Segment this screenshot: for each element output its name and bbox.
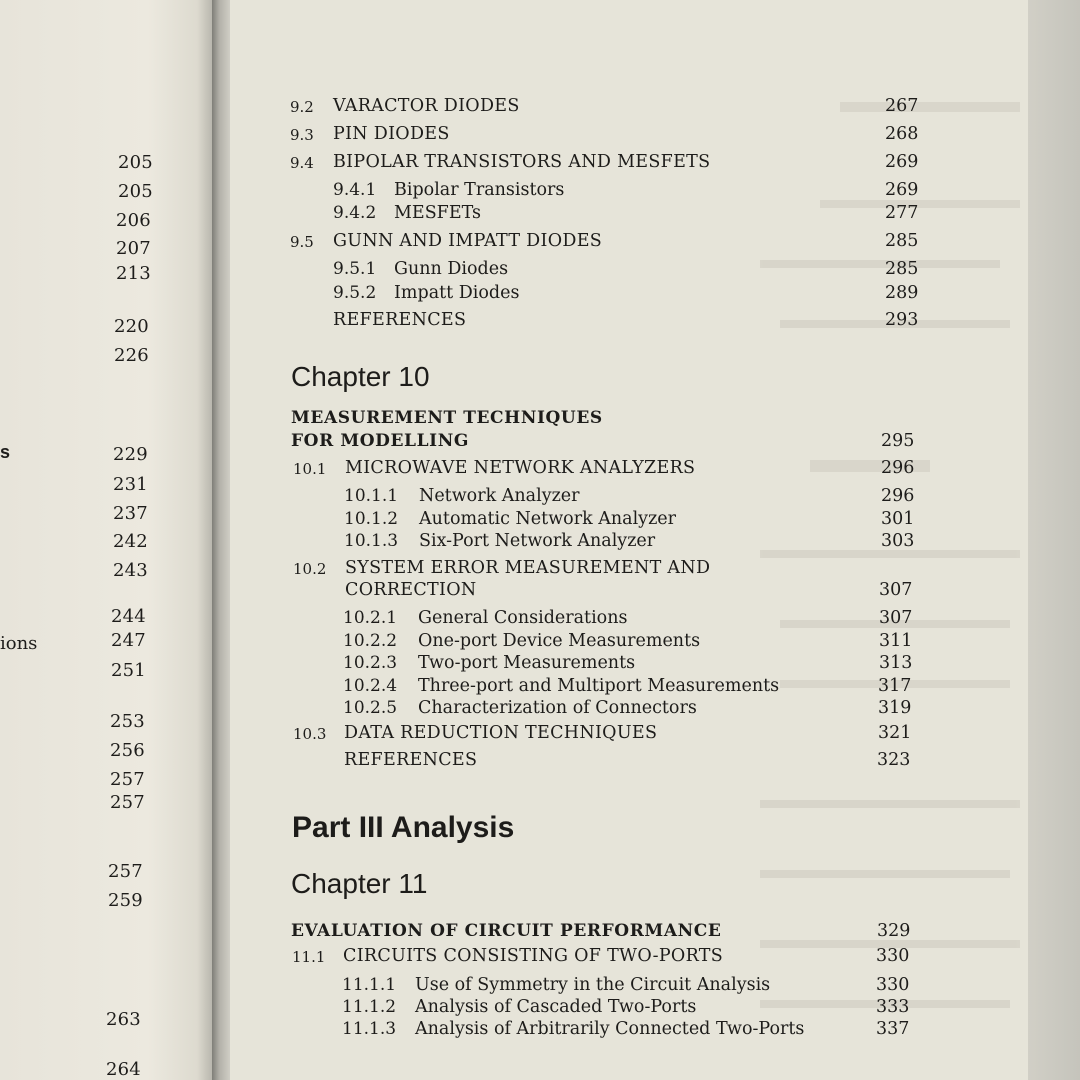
left-page-number: 247 bbox=[111, 630, 146, 651]
left-page-number: 206 bbox=[116, 210, 151, 231]
chapter-page: 329 bbox=[877, 921, 911, 941]
left-text-fragment: ions bbox=[0, 633, 38, 654]
chapter-page: 295 bbox=[881, 431, 915, 451]
chapter-heading: EVALUATION OF CIRCUIT PERFORMANCE bbox=[291, 921, 722, 941]
left-page-number: 207 bbox=[116, 238, 151, 259]
left-page-number: 259 bbox=[108, 890, 143, 911]
left-page-number: 229 bbox=[113, 444, 148, 465]
left-page-number: 256 bbox=[110, 740, 145, 761]
left-page-number: 237 bbox=[113, 503, 148, 524]
left-page-number: 263 bbox=[106, 1009, 141, 1030]
page-edge bbox=[1028, 0, 1080, 1080]
left-page-number: 251 bbox=[111, 660, 146, 681]
left-page-number: 231 bbox=[113, 474, 148, 495]
chapter-heading: FOR MODELLING bbox=[291, 431, 469, 451]
left-page-number: 257 bbox=[110, 769, 145, 790]
left-page-number: 205 bbox=[118, 152, 153, 173]
chapter-title: Chapter 11 bbox=[291, 868, 428, 899]
left-page-number: 253 bbox=[110, 711, 145, 732]
left-page-number: 220 bbox=[114, 316, 149, 337]
chapter-heading: MEASUREMENT TECHNIQUES bbox=[291, 408, 603, 428]
left-page-number: 243 bbox=[113, 560, 148, 581]
chapter-title: Chapter 10 bbox=[291, 361, 430, 392]
left-page-number: 242 bbox=[113, 531, 148, 552]
left-page-number: 205 bbox=[118, 181, 153, 202]
left-page-number: 257 bbox=[108, 861, 143, 882]
left-page-number: 213 bbox=[116, 263, 151, 284]
left-text-fragment: s bbox=[0, 442, 11, 462]
left-page-number: 226 bbox=[114, 345, 149, 366]
left-page-number: 257 bbox=[110, 792, 145, 813]
left-page-number: 244 bbox=[111, 606, 146, 627]
left-page bbox=[0, 0, 212, 1080]
left-page-number: 264 bbox=[106, 1059, 141, 1080]
part-title: Part III Analysis bbox=[292, 811, 515, 844]
